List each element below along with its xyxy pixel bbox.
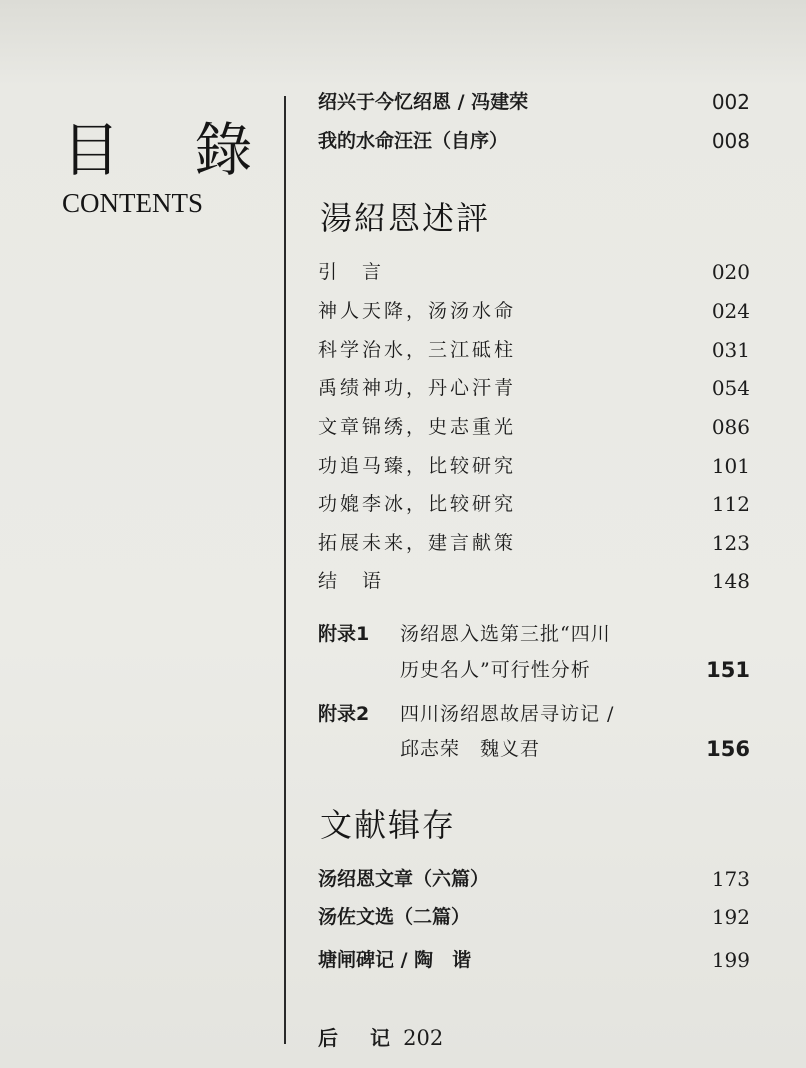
appendix-tag: 附录1	[318, 623, 370, 645]
toc-entry[interactable]	[318, 452, 750, 482]
afterword-page: 202	[403, 1026, 444, 1050]
toc-entry-page: 002	[711, 90, 750, 114]
toc-entry-label: 引 言	[318, 261, 385, 283]
toc-entry[interactable]	[318, 258, 750, 288]
toc-entry-page: 101	[711, 454, 750, 478]
toc-entry[interactable]	[318, 88, 750, 118]
toc-entry[interactable]	[318, 903, 750, 933]
appendix-title-line1[interactable]: 四川汤绍恩故居寻访记 /	[400, 703, 615, 725]
toc-entry-page: 020	[711, 260, 750, 284]
toc-entry-label: 汤绍恩文章（六篇）	[318, 868, 490, 890]
toc-entry-page: 123	[711, 531, 750, 555]
toc-entry[interactable]	[318, 865, 750, 895]
toc-entry[interactable]	[318, 413, 750, 443]
toc-entry-label: 科学治水，三江砥柱	[318, 339, 517, 361]
toc-entry-label: 汤佐文选（二篇）	[318, 906, 471, 928]
toc-entry-label: 绍兴于今忆绍恩 / 冯建荣	[318, 91, 529, 113]
toc-title-block	[62, 118, 280, 220]
toc-entry-page: 086	[711, 415, 750, 439]
appendix-title-line2[interactable]: 历史名人”可行性分析	[400, 659, 591, 681]
toc-entry-label: 塘闸碑记 / 陶 谐	[318, 949, 472, 971]
toc-entry[interactable]	[318, 374, 750, 404]
toc-entry-label: 结 语	[318, 570, 385, 592]
appendix-title-line2[interactable]: 邱志荣 魏义君	[400, 738, 541, 760]
toc-entry-page: 173	[711, 867, 750, 891]
toc-entry-page: 008	[711, 129, 750, 153]
toc-entry-label: 神人天降，汤汤水命	[318, 300, 517, 322]
appendix-tag: 附录2	[318, 703, 370, 725]
toc-entry[interactable]	[318, 336, 750, 366]
toc-entry-page: 112	[711, 492, 750, 516]
toc-entry-label: 拓展未来，建言献策	[318, 532, 517, 554]
toc-entry-label: 功媲李冰，比较研究	[318, 493, 517, 515]
appendix-title-line1[interactable]: 汤绍恩入选第三批“四川	[400, 623, 611, 645]
toc-entry-label: 禹绩神功，丹心汗青	[318, 377, 517, 399]
toc-entry-page: 054	[711, 376, 750, 400]
afterword-label: 后 记	[318, 1026, 396, 1050]
vertical-divider	[284, 96, 286, 1044]
toc-entry[interactable]	[318, 567, 750, 597]
toc-entry-label: 文章锦绣，史志重光	[318, 416, 517, 438]
toc-title-chinese: 目 錄	[62, 116, 281, 184]
section-heading: 文献辑存	[320, 806, 457, 844]
toc-entry[interactable]	[318, 490, 750, 520]
toc-entry-page: 031	[711, 338, 750, 362]
appendix-page: 156	[706, 737, 750, 761]
toc-entry-page: 192	[711, 905, 750, 929]
toc-title-english: CONTENTS	[62, 188, 203, 218]
toc-entry-page: 024	[711, 299, 750, 323]
toc-entry-page: 199	[711, 948, 750, 972]
section-heading: 湯紹恩述評	[320, 199, 491, 237]
afterword-entry[interactable]	[318, 1022, 443, 1051]
toc-entry[interactable]	[318, 529, 750, 559]
toc-entry-label: 我的水命汪汪（自序）	[318, 130, 509, 152]
toc-entry[interactable]	[318, 946, 750, 976]
appendix-page: 151	[706, 658, 750, 682]
toc-entry-page: 148	[711, 569, 750, 593]
toc-entry[interactable]	[318, 297, 750, 327]
toc-entry-label: 功追马臻，比较研究	[318, 455, 517, 477]
toc-entry[interactable]	[318, 127, 750, 157]
